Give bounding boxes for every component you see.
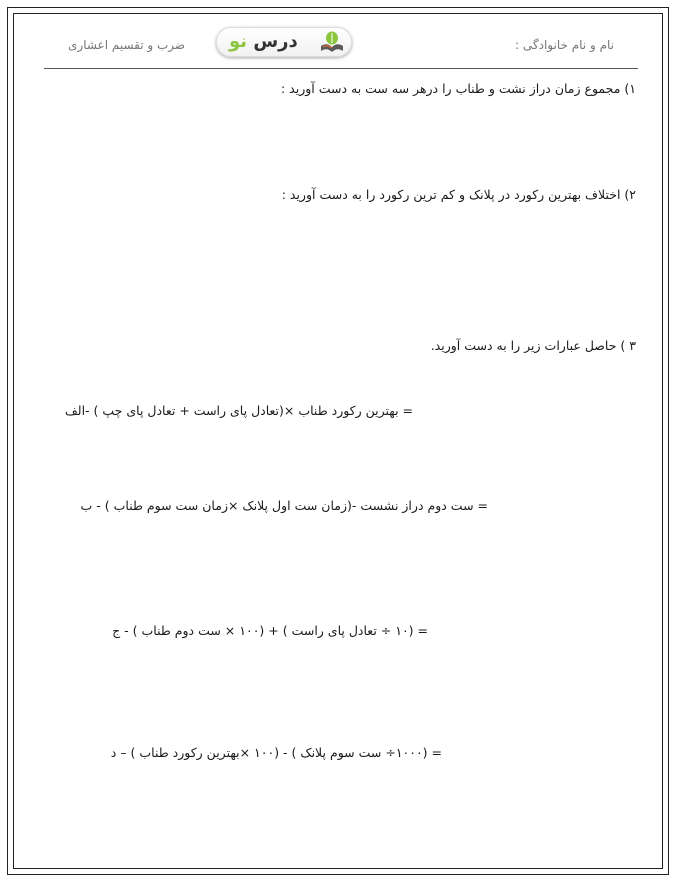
worksheet-topic: ضرب و تقسیم اعشاری [68,38,186,52]
student-name-label: نام و نام خانوادگی : [515,38,614,52]
question-2: ۲) اختلاف بهترین رکورد در پلانک و کم ترین رکورد را به دست آورید : [281,187,636,202]
book-leaf-icon [319,30,345,54]
question-3: ۳ ) حاصل عبارات زیر را به دست آورید. [430,338,636,353]
logo-word-no: نو [229,31,248,52]
expression-be: = ست دوم دراز نشست -(زمان ست اول پلانک ×زمان ست سوم طناب ) - ب [80,498,488,513]
question-1: ۱) مجموع زمان دراز نشت و طناب را درهر سه ست به دست آورید : [280,81,636,96]
page-border-inner [13,13,663,869]
logo-word-dars: درس [253,31,298,52]
header-divider [44,68,638,69]
logo-wordmark [229,31,298,53]
expression-jim: = (۱۰ ÷ تعادل پای راست ) + (۱۰۰ × ست دوم طناب ) - ج [112,623,428,638]
expression-alef: = بهترین رکورد طناب ×(تعادل پای راست + تعادل پای چپ ) -الف [64,403,413,418]
dars-no-logo [216,27,352,57]
expression-dal: = (۱۰۰۰÷ ست سوم پلانک ) - (۱۰۰ ×بهترین رکورد طناب ) – د [110,745,442,760]
